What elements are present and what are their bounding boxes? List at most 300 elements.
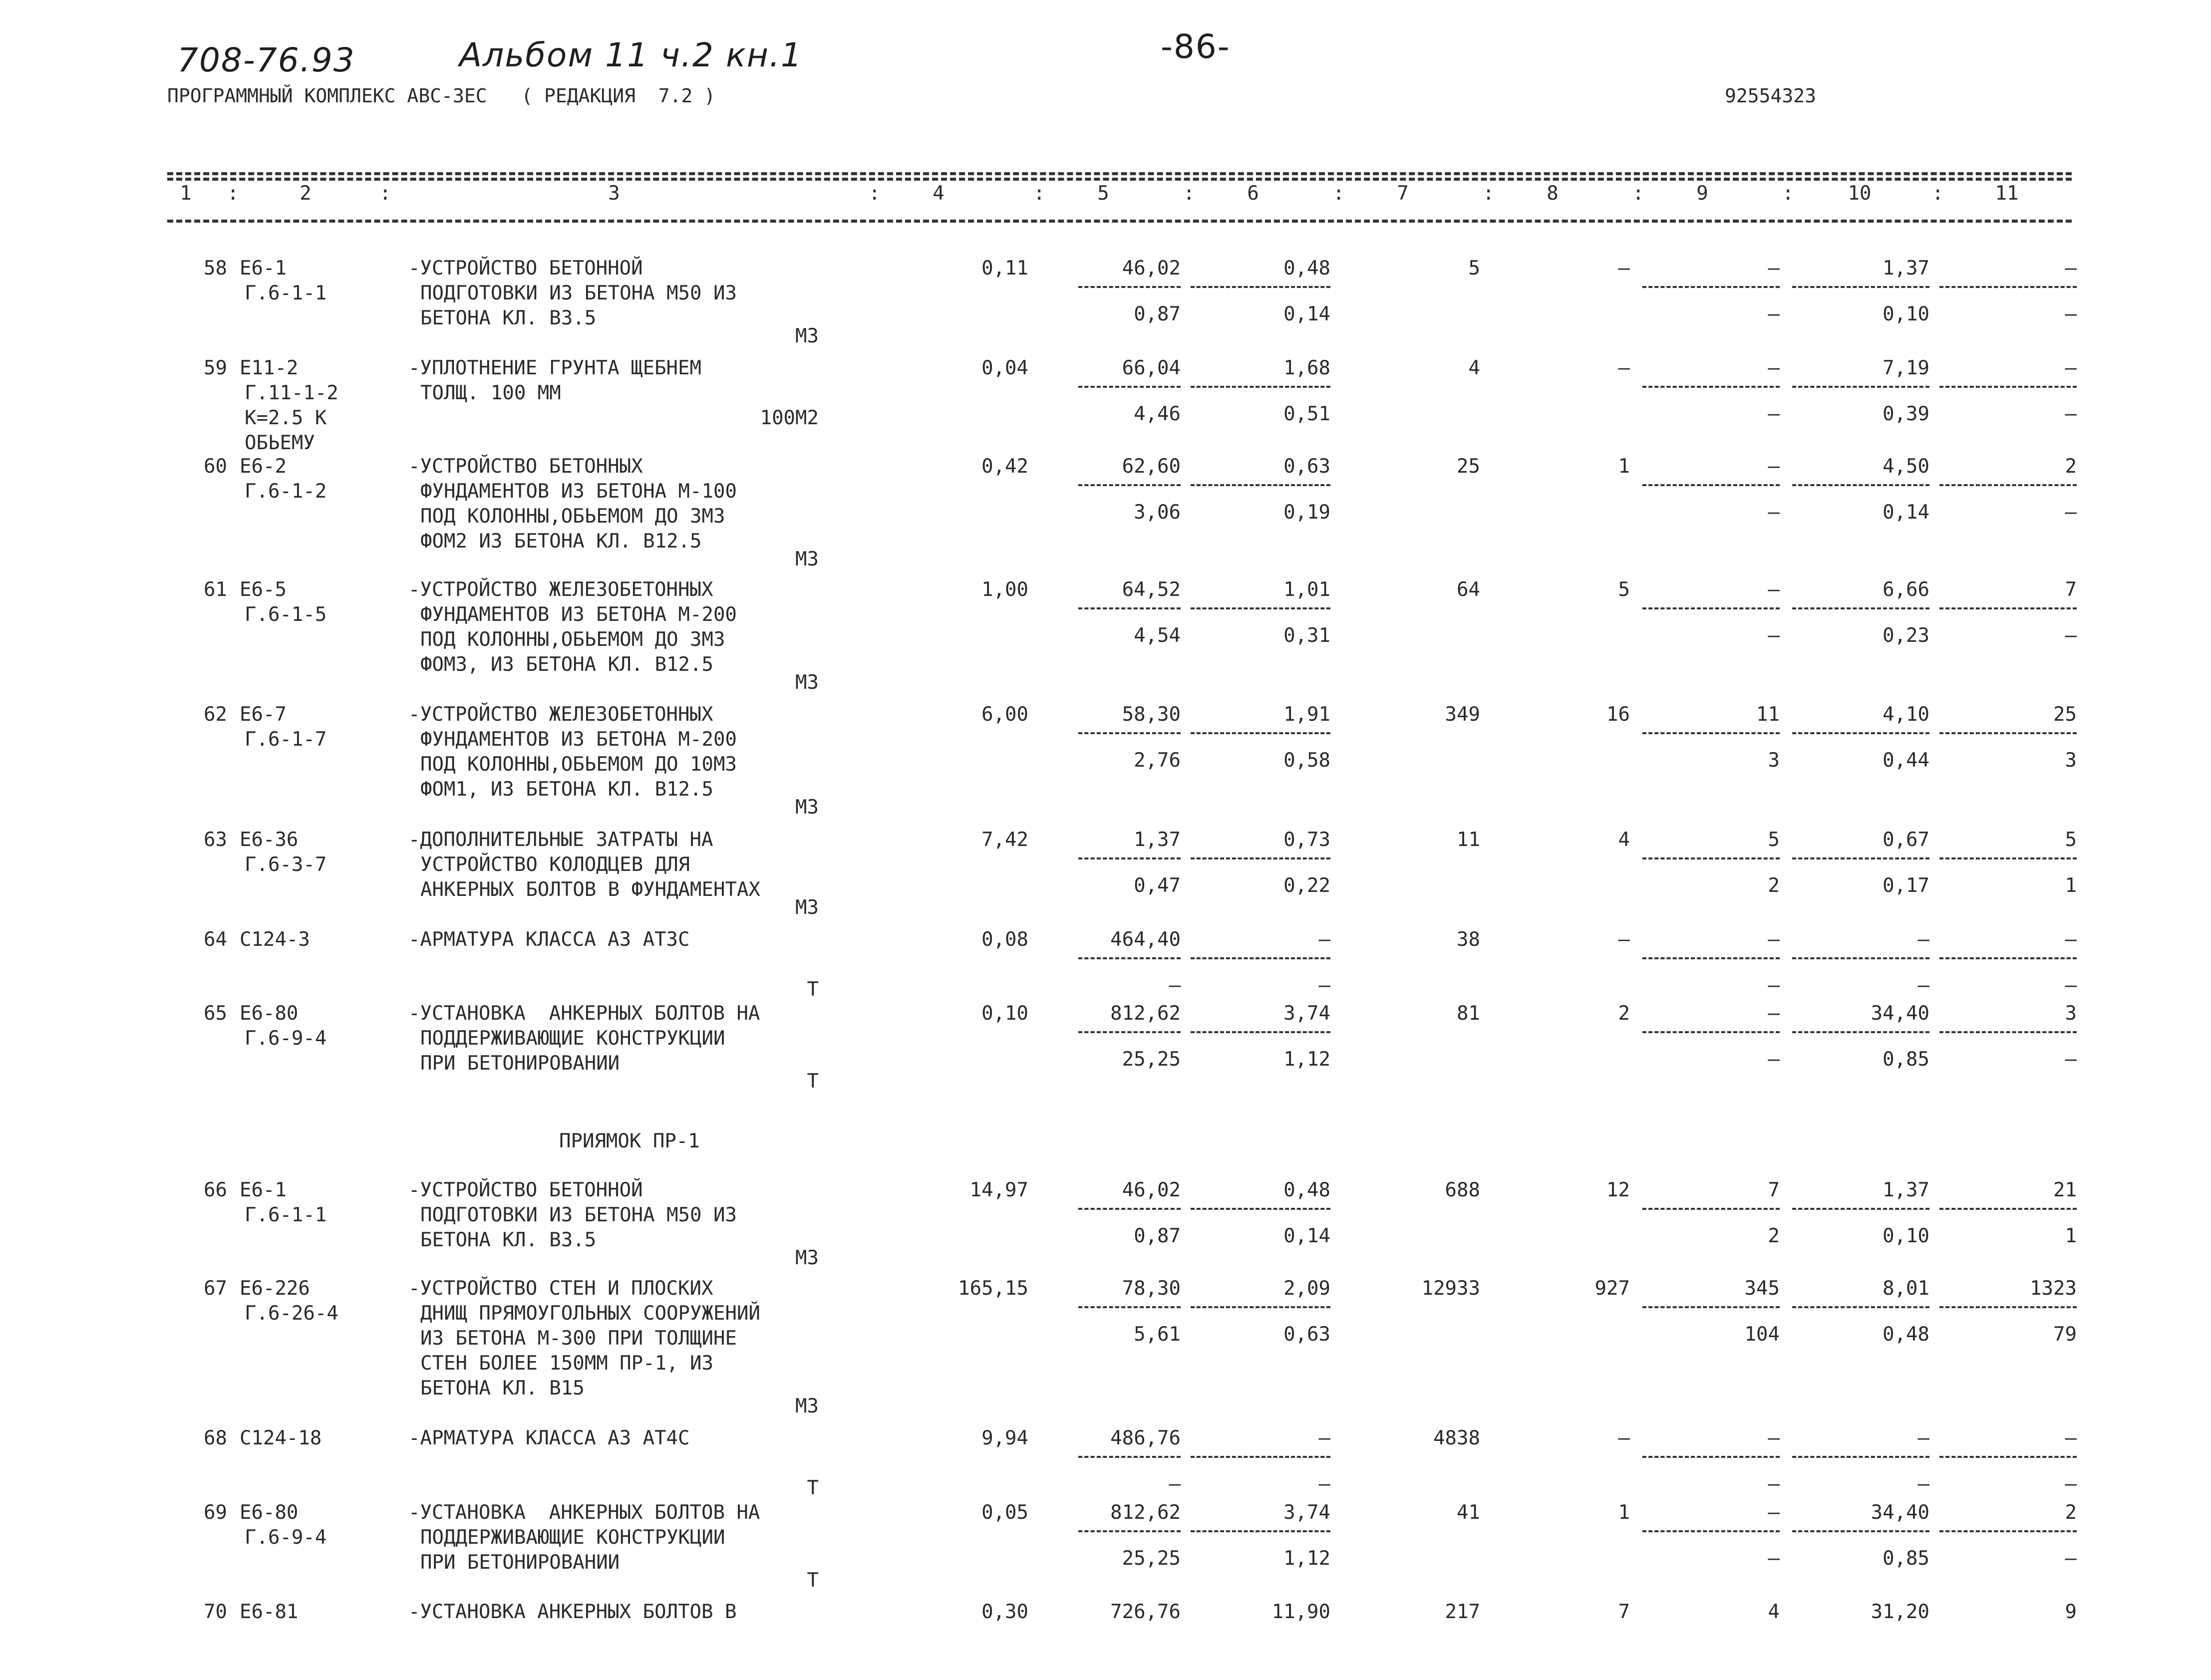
value-c9-top: – [1768, 455, 1780, 478]
total-cost-value: 4 [1468, 357, 1480, 379]
divider-c6 [1191, 857, 1330, 859]
work-description: ПОДДЕРЖИВАЮЩИЕ КОНСТРУКЦИИ [420, 1526, 725, 1549]
wage-total-value: 12 [1606, 1179, 1630, 1201]
value-c11-top: 25 [2053, 703, 2077, 726]
divider-c9 [1642, 286, 1780, 288]
norm-code: Е6-80 [240, 1501, 299, 1524]
divider-c10 [1792, 1031, 1929, 1033]
divider-c5 [1078, 857, 1181, 859]
work-description: ПОД КОЛОННЫ,ОБЬЕМОМ ДО 3М3 [420, 505, 725, 528]
value-c11-bottom: 1 [2065, 1225, 2077, 1247]
value-c10-top: 6,66 [1883, 578, 1929, 601]
quantity-value: 0,10 [981, 1002, 1028, 1025]
unit-of-measure: М3 [795, 548, 819, 570]
value-c11-top: 5 [2065, 829, 2077, 851]
divider-c10 [1792, 386, 1929, 388]
value-c9-top: – [1768, 257, 1780, 280]
norm-code: Е6-2 [240, 455, 287, 478]
value-c6-bottom: 0,58 [1283, 749, 1330, 772]
value-c11-bottom: – [2065, 974, 2077, 997]
value-c6-bottom: 0,19 [1283, 501, 1330, 524]
column-separator: : [1333, 182, 1345, 205]
value-c5-bottom: 25,25 [1122, 1048, 1181, 1071]
value-c10-top: 1,37 [1883, 1179, 1929, 1201]
divider-c9 [1642, 1208, 1780, 1210]
value-c9-top: – [1768, 928, 1780, 951]
divider-c9 [1642, 386, 1780, 388]
value-c6-bottom: – [1318, 1473, 1330, 1495]
value-c6-top: 2,09 [1283, 1277, 1330, 1300]
work-description: УСТРОЙСТВО КОЛОДЦЕВ ДЛЯ [420, 853, 690, 876]
row-number: 68 [204, 1427, 227, 1449]
value-c6-top: 0,48 [1283, 1179, 1330, 1201]
value-c10-bottom: 0,39 [1883, 403, 1929, 425]
value-c11-bottom: 79 [2053, 1323, 2077, 1346]
row-number: 59 [204, 357, 227, 379]
value-c5-bottom: 4,54 [1134, 624, 1181, 647]
value-c10-bottom: – [1917, 974, 1929, 997]
value-c6-top: 0,63 [1283, 455, 1330, 478]
value-c9-bottom: – [1768, 501, 1780, 524]
divider-c10 [1792, 857, 1929, 859]
value-c6-bottom: – [1318, 974, 1330, 997]
unit-of-measure: М3 [795, 896, 819, 919]
work-description: СТЕН БОЛЕЕ 150ММ ПР-1, ИЗ [420, 1352, 713, 1375]
value-c6-bottom: 0,14 [1283, 1225, 1330, 1247]
row-number: 62 [204, 703, 227, 726]
total-cost-value: 41 [1457, 1501, 1480, 1524]
norm-code: Г.6-1-1 [245, 282, 327, 304]
work-description: ФОМ3, ИЗ БЕТОНА КЛ. В12.5 [420, 653, 713, 676]
divider-c10 [1792, 957, 1929, 959]
value-c5-bottom: – [1169, 1473, 1181, 1495]
value-c11-bottom: – [2065, 1547, 2077, 1570]
divider-c5 [1078, 1208, 1181, 1210]
page-number: -86- [1161, 27, 1231, 66]
row-number: 61 [204, 578, 227, 601]
divider-c11 [1939, 957, 2077, 959]
work-description: -УПЛОТНЕНИЕ ГРУНТА ЩЕБНЕМ [408, 357, 701, 379]
value-c11-top: 3 [2065, 1002, 2077, 1025]
divider-c6 [1191, 484, 1330, 486]
divider-c9 [1642, 857, 1780, 859]
value-c11-top: 2 [2065, 1501, 2077, 1524]
divider-c6 [1191, 286, 1330, 288]
total-cost-value: 12933 [1421, 1277, 1480, 1300]
column-number-3: 3 [608, 182, 620, 205]
unit-of-measure: М3 [795, 1395, 819, 1417]
value-c5-top: 726,76 [1110, 1601, 1181, 1623]
work-description: -ДОПОЛНИТЕЛЬНЫЕ ЗАТРАТЫ НА [408, 829, 713, 851]
value-c9-bottom: – [1768, 974, 1780, 997]
quantity-value: 0,11 [981, 257, 1028, 280]
value-c10-bottom: 0,23 [1883, 624, 1929, 647]
value-c5-bottom: 0,47 [1134, 874, 1181, 897]
column-separator: : [1033, 182, 1045, 205]
total-cost-value: 81 [1457, 1002, 1480, 1025]
norm-code: Е6-80 [240, 1002, 299, 1025]
quantity-value: 165,15 [958, 1277, 1028, 1300]
divider-c11 [1939, 1031, 2077, 1033]
value-c5-top: 66,04 [1122, 357, 1181, 379]
divider-c5 [1078, 1306, 1181, 1308]
column-separator: : [227, 182, 239, 205]
value-c11-bottom: 1 [2065, 874, 2077, 897]
value-c5-bottom: – [1169, 974, 1181, 997]
divider-c10 [1792, 484, 1929, 486]
divider-c11 [1939, 286, 2077, 288]
divider-c9 [1642, 1530, 1780, 1532]
value-c11-bottom: – [2065, 1473, 2077, 1495]
column-number-9: 9 [1696, 182, 1708, 205]
norm-code: Г.6-1-7 [245, 728, 327, 751]
value-c10-bottom: 0,85 [1883, 1048, 1929, 1071]
value-c9-top: – [1768, 1427, 1780, 1449]
value-c9-top: – [1768, 578, 1780, 601]
value-c11-top: 1323 [2030, 1277, 2077, 1300]
quantity-value: 0,04 [981, 357, 1028, 379]
value-c10-bottom: – [1917, 1473, 1929, 1495]
value-c10-top: 0,67 [1883, 829, 1929, 851]
divider-c11 [1939, 1456, 2077, 1458]
quantity-value: 0,30 [981, 1601, 1028, 1623]
divider-c11 [1939, 484, 2077, 486]
header-rule-mid [167, 178, 2072, 181]
column-separator: : [1932, 182, 1944, 205]
value-c5-top: 58,30 [1122, 703, 1181, 726]
work-description: -УСТАНОВКА АНКЕРНЫХ БОЛТОВ НА [408, 1002, 760, 1025]
divider-c10 [1792, 1208, 1929, 1210]
divider-c9 [1642, 732, 1780, 734]
value-c10-bottom: 0,85 [1883, 1547, 1929, 1570]
row-number: 58 [204, 257, 227, 280]
work-description: ПОДГОТОВКИ ИЗ БЕТОНА М50 ИЗ [420, 1204, 737, 1226]
value-c10-top: 4,50 [1883, 455, 1929, 478]
value-c10-top: 34,40 [1871, 1501, 1929, 1524]
work-description: ДНИЩ ПРЯМОУГОЛЬНЫХ СООРУЖЕНИЙ [420, 1302, 760, 1325]
quantity-value: 0,08 [981, 928, 1028, 951]
value-c6-top: 11,90 [1271, 1601, 1330, 1623]
norm-code: Г.6-1-2 [245, 480, 327, 503]
divider-c6 [1191, 386, 1330, 388]
work-description: ТОЛЩ. 100 ММ [420, 382, 561, 404]
value-c6-bottom: 1,12 [1283, 1048, 1330, 1071]
unit-of-measure: 100М2 [760, 407, 819, 429]
divider-c10 [1792, 607, 1929, 609]
divider-c9 [1642, 957, 1780, 959]
value-c6-top: – [1318, 1427, 1330, 1449]
value-c6-bottom: 0,31 [1283, 624, 1330, 647]
column-number-4: 4 [933, 182, 945, 205]
column-separator: : [379, 182, 391, 205]
value-c5-top: 812,62 [1110, 1501, 1181, 1524]
divider-c5 [1078, 1456, 1181, 1458]
column-number-8: 8 [1547, 182, 1559, 205]
column-number-6: 6 [1247, 182, 1259, 205]
value-c6-bottom: 0,63 [1283, 1323, 1330, 1346]
work-description: -АРМАТУРА КЛАССА А3 АТ4С [408, 1427, 690, 1449]
unit-of-measure: М3 [795, 671, 819, 694]
value-c11-top: – [2065, 928, 2077, 951]
column-separator: : [1183, 182, 1195, 205]
value-c9-bottom: – [1768, 1547, 1780, 1570]
norm-code: Г.6-26-4 [245, 1302, 338, 1325]
value-c9-bottom: – [1768, 1048, 1780, 1071]
value-c6-top: 0,48 [1283, 257, 1330, 280]
total-cost-value: 25 [1457, 455, 1480, 478]
wage-total-value: 927 [1594, 1277, 1630, 1300]
norm-code: Г.6-9-4 [245, 1027, 327, 1050]
work-description: ПОД КОЛОННЫ,ОБЬЕМОМ ДО 3М3 [420, 628, 725, 651]
total-cost-value: 688 [1445, 1179, 1480, 1201]
norm-code: С124-18 [240, 1427, 322, 1449]
row-number: 64 [204, 928, 227, 951]
column-number-1: 1 [180, 182, 192, 205]
quantity-value: 9,94 [981, 1427, 1028, 1449]
value-c10-top: 7,19 [1883, 357, 1929, 379]
value-c10-top: 34,40 [1871, 1002, 1929, 1025]
divider-c11 [1939, 857, 2077, 859]
value-c10-bottom: 0,44 [1883, 749, 1929, 772]
value-c9-bottom: – [1768, 303, 1780, 325]
quantity-value: 0,42 [981, 455, 1028, 478]
value-c9-top: – [1768, 1002, 1780, 1025]
norm-code: Г.6-1-1 [245, 1204, 327, 1226]
value-c5-top: 464,40 [1110, 928, 1181, 951]
total-cost-value: 38 [1457, 928, 1480, 951]
row-number: 69 [204, 1501, 227, 1524]
row-number: 63 [204, 829, 227, 851]
norm-code: Г.6-1-5 [245, 603, 327, 626]
value-c6-top: 3,74 [1283, 1501, 1330, 1524]
divider-c6 [1191, 1031, 1330, 1033]
value-c11-top: – [2065, 357, 2077, 379]
unit-of-measure: М3 [795, 796, 819, 819]
value-c9-bottom: – [1768, 403, 1780, 425]
work-description: -УСТРОЙСТВО СТЕН И ПЛОСКИХ [408, 1277, 713, 1300]
column-number-2: 2 [300, 182, 312, 205]
program-line: ПРОГРАММНЫЙ КОМПЛЕКС АВС-3ЕС ( РЕДАКЦИЯ 7.2 ) [167, 85, 716, 107]
value-c11-bottom: – [2065, 624, 2077, 647]
divider-c6 [1191, 1530, 1330, 1532]
wage-total-value: – [1618, 257, 1630, 280]
divider-c5 [1078, 732, 1181, 734]
value-c5-top: 812,62 [1110, 1002, 1181, 1025]
value-c11-top: 21 [2053, 1179, 2077, 1201]
wage-total-value: 5 [1618, 578, 1630, 601]
value-c6-top: 1,91 [1283, 703, 1330, 726]
work-description: ПОД КОЛОННЫ,ОБЬЕМОМ ДО 10М3 [420, 753, 737, 776]
value-c9-bottom: 104 [1744, 1323, 1780, 1346]
value-c9-bottom: – [1768, 624, 1780, 647]
total-cost-value: 349 [1445, 703, 1480, 726]
row-number: 70 [204, 1601, 227, 1623]
quantity-value: 6,00 [981, 703, 1028, 726]
norm-code: Г.11-1-2 [245, 382, 338, 404]
column-number-10: 10 [1848, 182, 1872, 205]
work-description: -УСТРОЙСТВО БЕТОННОЙ [408, 1179, 643, 1201]
divider-c6 [1191, 732, 1330, 734]
value-c9-top: 11 [1756, 703, 1780, 726]
work-description: ФОМ1, ИЗ БЕТОНА КЛ. В12.5 [420, 778, 713, 801]
value-c10-bottom: 0,17 [1883, 874, 1929, 897]
divider-c6 [1191, 1306, 1330, 1308]
value-c6-bottom: 1,12 [1283, 1547, 1330, 1570]
value-c10-bottom: 0,14 [1883, 501, 1929, 524]
norm-code: Г.6-9-4 [245, 1526, 327, 1549]
unit-of-measure: М3 [795, 325, 819, 347]
divider-c10 [1792, 1306, 1929, 1308]
total-cost-value: 11 [1457, 829, 1480, 851]
value-c9-top: 4 [1768, 1601, 1780, 1623]
value-c11-bottom: – [2065, 501, 2077, 524]
wage-total-value: 16 [1606, 703, 1630, 726]
divider-c11 [1939, 386, 2077, 388]
value-c10-top: 1,37 [1883, 257, 1929, 280]
divider-c9 [1642, 1306, 1780, 1308]
value-c11-top: 7 [2065, 578, 2077, 601]
work-description: -УСТАНОВКА АНКЕРНЫХ БОЛТОВ НА [408, 1501, 760, 1524]
value-c5-bottom: 3,06 [1134, 501, 1181, 524]
divider-c6 [1191, 1208, 1330, 1210]
value-c5-top: 78,30 [1122, 1277, 1181, 1300]
divider-c11 [1939, 1208, 2077, 1210]
column-separator: : [1483, 182, 1495, 205]
value-c6-top: 1,68 [1283, 357, 1330, 379]
norm-code: Е6-226 [240, 1277, 310, 1300]
total-cost-value: 5 [1468, 257, 1480, 280]
work-description: ФУНДАМЕНТОВ ИЗ БЕТОНА М-200 [420, 603, 737, 626]
unit-of-measure: М3 [795, 1247, 819, 1269]
value-c5-top: 46,02 [1122, 257, 1181, 280]
row-number: 65 [204, 1002, 227, 1025]
wage-total-value: 4 [1618, 829, 1630, 851]
work-description: -АРМАТУРА КЛАССА А3 АТ3С [408, 928, 690, 951]
divider-c9 [1642, 1031, 1780, 1033]
norm-code: ОБЬЕМУ [245, 432, 315, 454]
divider-c5 [1078, 1031, 1181, 1033]
work-description: ФОМ2 ИЗ БЕТОНА КЛ. В12.5 [420, 530, 702, 553]
norm-code: Е6-36 [240, 829, 299, 851]
section-title: ПРИЯМОК ПР-1 [559, 1130, 700, 1152]
norm-code: Г.6-3-7 [245, 853, 327, 876]
value-c10-top: 4,10 [1883, 703, 1929, 726]
work-description: ПОДГОТОВКИ ИЗ БЕТОНА М50 ИЗ [420, 282, 737, 304]
norm-code: Е6-1 [240, 1179, 287, 1201]
value-c9-top: – [1768, 357, 1780, 379]
unit-of-measure: Т [807, 1477, 819, 1499]
divider-c5 [1078, 386, 1181, 388]
norm-code: Е11-2 [240, 357, 299, 379]
divider-c6 [1191, 957, 1330, 959]
work-description: ФУНДАМЕНТОВ ИЗ БЕТОНА М-100 [420, 480, 737, 503]
work-description: ПРИ БЕТОНИРОВАНИИ [420, 1052, 620, 1075]
value-c11-top: – [2065, 257, 2077, 280]
value-c10-bottom: 0,10 [1883, 303, 1929, 325]
value-c5-top: 62,60 [1122, 455, 1181, 478]
divider-c5 [1078, 1530, 1181, 1532]
wage-total-value: 1 [1618, 1501, 1630, 1524]
value-c5-bottom: 5,61 [1134, 1323, 1181, 1346]
value-c9-bottom: 2 [1768, 1225, 1780, 1247]
value-c6-bottom: 0,14 [1283, 303, 1330, 325]
total-cost-value: 4838 [1433, 1427, 1480, 1449]
total-cost-value: 64 [1457, 578, 1480, 601]
value-c6-top: – [1318, 928, 1330, 951]
work-description: БЕТОНА КЛ. В3.5 [420, 1229, 597, 1251]
divider-c5 [1078, 957, 1181, 959]
divider-c5 [1078, 286, 1181, 288]
work-description: БЕТОНА КЛ. В15 [420, 1377, 585, 1400]
value-c9-bottom: 2 [1768, 874, 1780, 897]
value-c6-top: 0,73 [1283, 829, 1330, 851]
divider-c10 [1792, 732, 1929, 734]
work-description: ПОДДЕРЖИВАЮЩИЕ КОНСТРУКЦИИ [420, 1027, 725, 1050]
work-description: ФУНДАМЕНТОВ ИЗ БЕТОНА М-200 [420, 728, 737, 751]
value-c10-top: – [1917, 1427, 1929, 1449]
value-c6-bottom: 0,22 [1283, 874, 1330, 897]
value-c9-top: 7 [1768, 1179, 1780, 1201]
divider-c11 [1939, 607, 2077, 609]
total-cost-value: 217 [1445, 1601, 1480, 1623]
value-c11-bottom: 3 [2065, 749, 2077, 772]
value-c5-bottom: 25,25 [1122, 1547, 1181, 1570]
value-c5-bottom: 4,46 [1134, 403, 1181, 425]
work-description: -УСТРОЙСТВО ЖЕЛЕЗОБЕТОННЫХ [408, 578, 713, 601]
quantity-value: 0,05 [981, 1501, 1028, 1524]
value-c6-top: 3,74 [1283, 1002, 1330, 1025]
value-c9-bottom: – [1768, 1473, 1780, 1495]
column-number-7: 7 [1397, 182, 1409, 205]
value-c5-bottom: 0,87 [1134, 1225, 1181, 1247]
value-c5-top: 486,76 [1110, 1427, 1181, 1449]
value-c5-top: 46,02 [1122, 1179, 1181, 1201]
wage-total-value: – [1618, 1427, 1630, 1449]
work-description: -УСТРОЙСТВО БЕТОННОЙ [408, 257, 643, 280]
divider-c9 [1642, 484, 1780, 486]
wage-total-value: 2 [1618, 1002, 1630, 1025]
column-number-11: 11 [1995, 182, 2019, 205]
divider-c11 [1939, 732, 2077, 734]
work-description: ИЗ БЕТОНА М-300 ПРИ ТОЛЩИНЕ [420, 1327, 737, 1350]
row-number: 60 [204, 455, 227, 478]
divider-c9 [1642, 607, 1780, 609]
divider-c11 [1939, 1306, 2077, 1308]
header-rule-top [167, 172, 2072, 175]
norm-code: Е6-5 [240, 578, 287, 601]
doc-code: 92554323 [1725, 85, 1817, 107]
value-c11-top: 2 [2065, 455, 2077, 478]
work-description: ПРИ БЕТОНИРОВАНИИ [420, 1551, 620, 1574]
value-c5-top: 64,52 [1122, 578, 1181, 601]
value-c5-bottom: 0,87 [1134, 303, 1181, 325]
work-description: -УСТРОЙСТВО ЖЕЛЕЗОБЕТОННЫХ [408, 703, 713, 726]
wage-total-value: – [1618, 928, 1630, 951]
unit-of-measure: Т [807, 1569, 819, 1592]
unit-of-measure: Т [807, 1070, 819, 1093]
value-c10-top: 31,20 [1871, 1601, 1929, 1623]
value-c6-bottom: 0,51 [1283, 403, 1330, 425]
value-c9-bottom: 3 [1768, 749, 1780, 772]
value-c11-top: – [2065, 1427, 2077, 1449]
value-c9-top: 345 [1744, 1277, 1780, 1300]
album-title: Альбом 11 ч.2 кн.1 [459, 36, 803, 74]
column-separator: : [1632, 182, 1644, 205]
norm-code: Е6-7 [240, 703, 287, 726]
work-description: БЕТОНА КЛ. В3.5 [420, 307, 597, 329]
value-c10-bottom: 0,10 [1883, 1225, 1929, 1247]
norm-code: Е6-1 [240, 257, 287, 280]
